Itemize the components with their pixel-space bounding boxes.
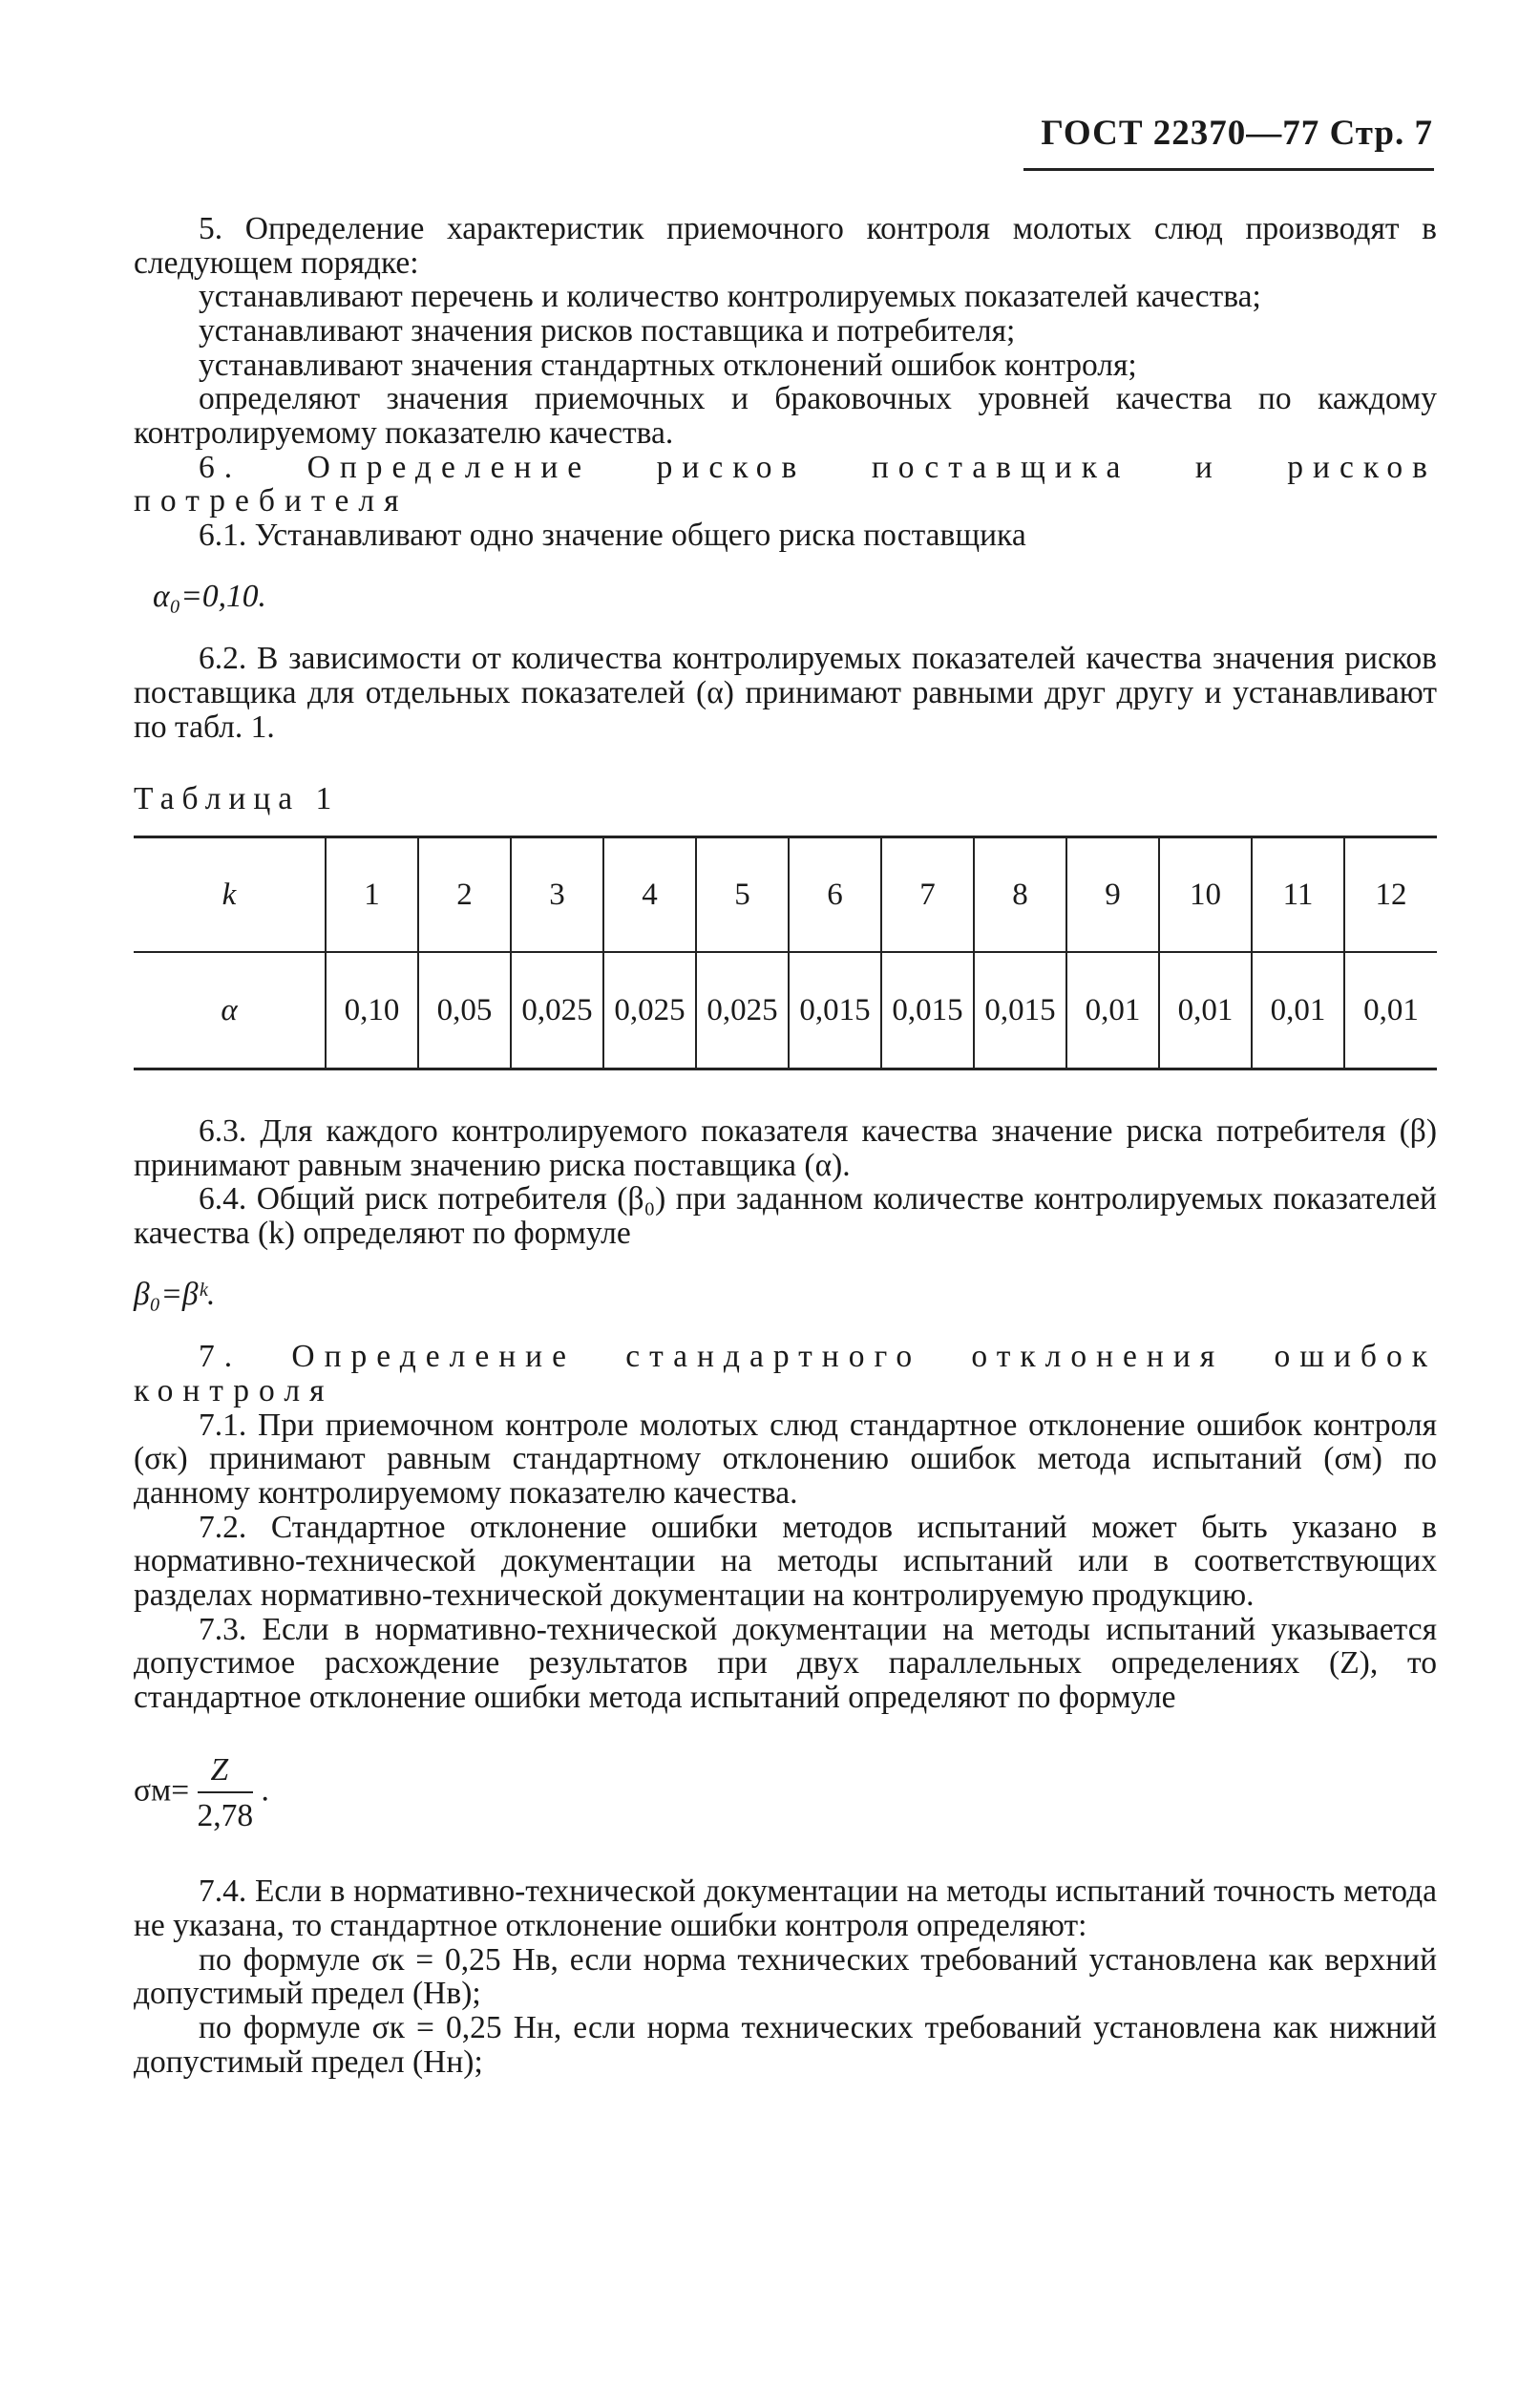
formula-fraction [198,1753,254,1832]
table-cell: 0,015 [881,952,974,1069]
table-cell: 3 [511,837,603,953]
table-cell: 10 [1159,837,1252,953]
table-cell: 0,01 [1066,952,1159,1069]
formula-end: . [261,1772,269,1809]
table-cell: 0,01 [1344,952,1437,1069]
formula-denominator: 2,78 [197,1797,254,1833]
section-5-item: устанавливают значения стандартных отклонений ошибок контроля; [199,347,1137,383]
section-5-item: определяют значения приемочных и браковочных уровней качества по каждому контролируемому показателю качества. [134,381,1437,452]
formula-numerator: Z [198,1753,254,1793]
formula-beta0: β₀=βᵏ. [134,1276,216,1312]
paragraph-7-2: 7.2. Стандартное отклонение ошибки методов испытаний может быть указано в нормативно-технической документации на методы испытаний или в соответствующих разделах нормативно-технической документации на контролируемую продукцию. [134,1509,1437,1614]
table-cell: 0,01 [1159,952,1252,1069]
table-cell: 0,015 [974,952,1066,1069]
section-5-item: устанавливают значения рисков поставщика и потребителя; [199,313,1016,349]
formula-sigma-m [134,1753,1437,1832]
table-cell: 0,015 [789,952,881,1069]
formula-alpha0: α₀=0,10. [153,578,266,614]
formula-sigma-lhs: σм= [134,1772,190,1809]
paragraph-6-4: 6.4. Общий риск потребителя (β₀) при заданном количестве контролируемых показателей качества (k) определяют по формуле [134,1181,1437,1252]
paragraph-7-1: 7.1. При приемочном контроле молотых слюд стандартное отклонение ошибок контроля (σк) принимают равным стандартному отклонению ошибок метода испытаний (σм) по данному контролируемому показателю качества. [134,1407,1437,1512]
paragraph-7-4-a: по формуле σк = 0,25 Нв, если норма технических требований установлена как верхний допустимый предел (Нв); [134,1941,1437,2012]
table-cell: 9 [1066,837,1159,953]
table-caption: Таблица 1 [134,781,340,817]
table-row-k [134,837,1437,953]
paragraph-7-3: 7.3. Если в нормативно-технической документации на методы испытаний указывается допустимое расхождение результатов при двух параллельных определениях (Z), то стандартное отклонение ошибки метода испытаний определяют по формуле [134,1611,1437,1716]
table-cell: 0,10 [326,952,418,1069]
table-cell: 0,025 [511,952,603,1069]
paragraph-7-4: 7.4. Если в нормативно-технической документации на методы испытаний точность метода не указана, то стандартное отклонение ошибки контроля определяют: [134,1873,1437,1943]
section-5-intro: 5. Определение характеристик приемочного контроля молотых слюд производят в следующем порядке: [134,211,1437,281]
table-cell: 2 [418,837,511,953]
section-6-heading: 6. Определение рисков поставщика и рисков потребителя [134,449,1437,519]
document-body [134,212,1437,2079]
paragraph-6-3: 6.3. Для каждого контролируемого показателя качества значение риска потребителя (β) принимают равным значению риска поставщика (α). [134,1113,1437,1183]
table-cell: 11 [1252,837,1344,953]
table-cell: 0,05 [418,952,511,1069]
table-header-k: k [134,837,326,953]
header-rule [1023,168,1434,171]
table-header-alpha: α [134,952,326,1069]
page-header [1041,113,1433,154]
table-cell: 7 [881,837,974,953]
page-number: Стр. 7 [1329,114,1433,153]
table-cell: 5 [696,837,789,953]
table-cell: 0,01 [1252,952,1344,1069]
table-row-alpha [134,952,1437,1069]
section-5-item: устанавливают перечень и количество контролируемых показателей качества; [199,279,1261,315]
table-cell: 6 [789,837,881,953]
paragraph-6-1: 6.1. Устанавливают одно значение общего риска поставщика [199,518,1026,554]
table-cell: 0,025 [696,952,789,1069]
paragraph-7-4-b: по формуле σк = 0,25 Нн, если норма технических требований установлена как нижний допустимый предел (Нн); [134,2009,1437,2080]
standard-number: ГОСТ 22370—77 [1041,114,1320,153]
alpha-table [134,836,1437,1070]
paragraph-6-2: 6.2. В зависимости от количества контролируемых показателей качества значения рисков поставщика для отдельных показателей (α) принимают равными друг другу и устанавливают по табл. 1. [134,641,1437,745]
table-cell: 12 [1344,837,1437,953]
table-cell: 4 [603,837,696,953]
section-7-heading: 7. Определение стандартного отклонения ошибок контроля [134,1339,1437,1409]
table-cell: 8 [974,837,1066,953]
table-cell: 1 [326,837,418,953]
table-cell: 0,025 [603,952,696,1069]
